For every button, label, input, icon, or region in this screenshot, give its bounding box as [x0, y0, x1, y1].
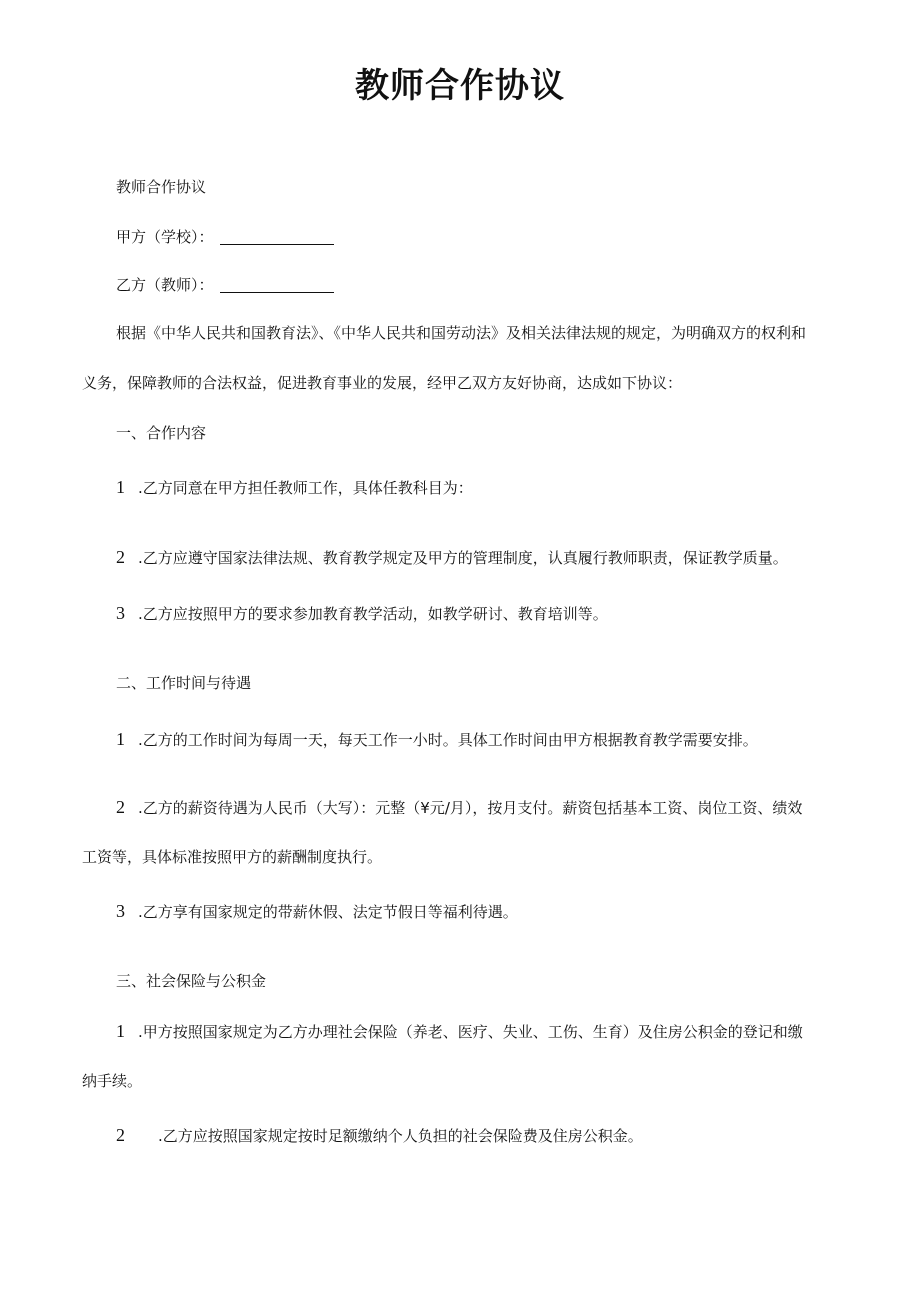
party-b-blank: [220, 278, 334, 293]
intro-line-2: 义务，保障教师的合法权益，促进教育事业的发展，经甲乙双方友好协商，达成如下协议：: [82, 374, 683, 392]
clause-item: [116, 602, 608, 625]
clause-item: [116, 1124, 643, 1147]
clause-number: 1: [116, 729, 125, 749]
clause-text: .乙方的工作时间为每周一天，每天工作一小时。具体工作时间由甲方根据教育教学需要安排。: [138, 731, 758, 749]
clause-number: 1: [116, 1021, 125, 1041]
clause-text-continued: 工资等，具体标准按照甲方的薪酬制度执行。: [82, 848, 383, 866]
clause-item: [116, 796, 802, 819]
clause-item: [116, 546, 788, 569]
intro-line-1: 根据《中华人民共和国教育法》、《中华人民共和国劳动法》及相关法律法规的规定，为明确双方的权利和: [116, 324, 807, 342]
party-a-line: [116, 226, 334, 248]
party-a-blank: [220, 230, 334, 245]
document-title: 教师合作协议: [355, 66, 565, 106]
party-b-label: 乙方（教师）：: [116, 276, 214, 294]
clause-item: [116, 728, 758, 751]
clause-item: [116, 476, 473, 499]
party-a-label: 甲方（学校）：: [116, 228, 214, 246]
clause-text: .甲方按照国家规定为乙方办理社会保险（养老、医疗、失业、工伤、生育）及住房公积金的登记和缴: [138, 1023, 803, 1041]
party-b-line: [116, 274, 334, 296]
document-subtitle: 教师合作协议: [116, 178, 207, 196]
clause-text: .乙方应按照甲方的要求参加教育教学活动，如教学研讨、教育培训等。: [138, 605, 608, 623]
clause-text: .乙方的薪资待遇为人民币（大写）：元整（¥元/月），按月支付。薪资包括基本工资、岗位工资、绩效: [138, 799, 803, 817]
clause-number: 2: [116, 1125, 125, 1145]
clause-number: 1: [116, 477, 125, 497]
clause-number: 2: [116, 797, 125, 817]
clause-item: [116, 1020, 803, 1043]
clause-text-continued: 纳手续。: [82, 1072, 143, 1090]
clause-item: [116, 900, 518, 923]
section-heading: 一、合作内容: [116, 424, 207, 442]
section-heading: 三、社会保险与公积金: [116, 972, 267, 990]
clause-number: 3: [116, 603, 125, 623]
clause-text: .乙方应遵守国家法律法规、教育教学规定及甲方的管理制度，认真履行教师职责，保证教学质量。: [138, 549, 788, 567]
clause-text: .乙方应按照国家规定按时足额缴纳个人负担的社会保险费及住房公积金。: [158, 1127, 643, 1145]
section-heading: 二、工作时间与待遇: [116, 674, 252, 692]
clause-number: 2: [116, 547, 125, 567]
clause-text: .乙方同意在甲方担任教师工作，具体任教科目为：: [138, 479, 473, 497]
clause-number: 3: [116, 901, 125, 921]
clause-text: .乙方享有国家规定的带薪休假、法定节假日等福利待遇。: [138, 903, 518, 921]
